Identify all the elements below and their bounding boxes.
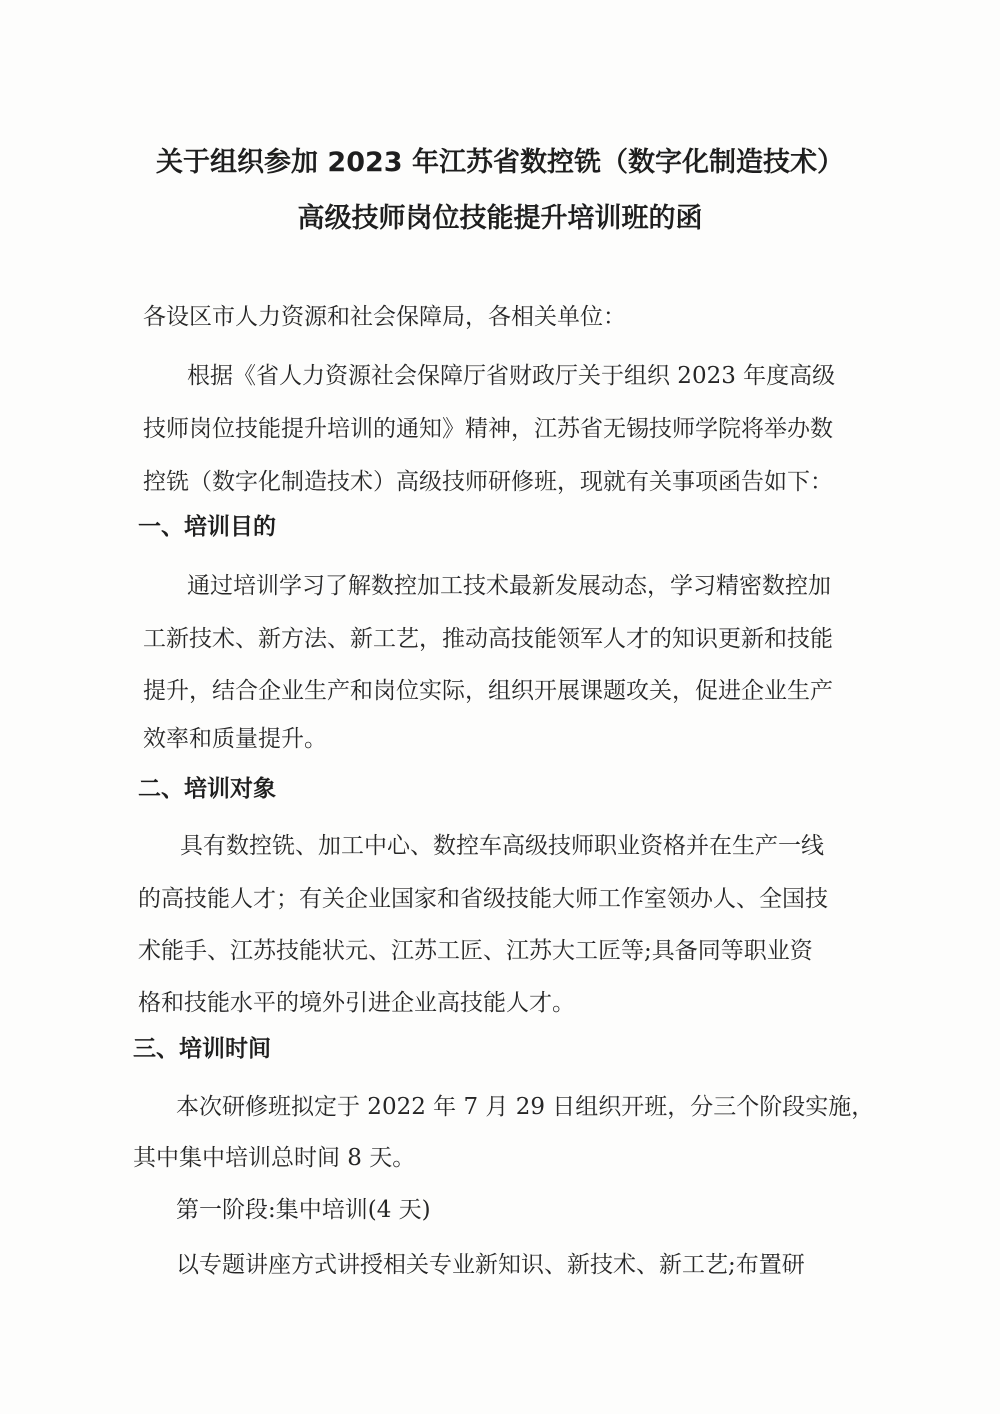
purpose-line-3: 提升，结合企业生产和岗位实际，组织开展课题攻关，促进企业生产 xyxy=(143,678,833,704)
time-line-3: 第一阶段:集中培训(4 天) xyxy=(176,1197,431,1223)
document-title-line-1: 关于组织参加 2023 年江苏省数控铣（数字化制造技术） xyxy=(156,147,844,178)
section-heading-purpose: 一、培训目的 xyxy=(138,514,276,540)
document-title-line-2: 高级技师岗位技能提升培训班的函 xyxy=(297,203,703,234)
purpose-line-4: 效率和质量提升。 xyxy=(143,726,327,752)
time-line-2: 其中集中培训总时间 8 天。 xyxy=(133,1145,416,1171)
intro-line-2: 技师岗位技能提升培训的通知》精神，江苏省无锡技师学院将举办数 xyxy=(143,416,833,442)
section-heading-target: 二、培训对象 xyxy=(138,776,276,802)
target-line-3: 术能手、江苏技能状元、江苏工匠、江苏大工匠等;具备同等职业资 xyxy=(138,938,813,964)
salutation: 各设区市人力资源和社会保障局，各相关单位： xyxy=(143,304,626,330)
target-line-4: 格和技能水平的境外引进企业高技能人才。 xyxy=(138,990,575,1016)
intro-line-3: 控铣（数字化制造技术）高级技师研修班，现就有关事项函告如下： xyxy=(143,469,833,495)
purpose-line-2: 工新技术、新方法、新工艺，推动高技能领军人才的知识更新和技能 xyxy=(143,626,833,652)
section-heading-time: 三、培训时间 xyxy=(133,1036,271,1062)
target-line-2: 的高技能人才；有关企业国家和省级技能大师工作室领办人、全国技 xyxy=(138,886,828,912)
intro-line-1: 根据《省人力资源社会保障厅省财政厅关于组织 2023 年度高级 xyxy=(187,363,836,389)
time-line-4: 以专题讲座方式讲授相关专业新知识、新技术、新工艺;布置研 xyxy=(176,1252,805,1278)
purpose-line-1: 通过培训学习了解数控加工技术最新发展动态，学习精密数控加 xyxy=(187,573,831,599)
target-line-1: 具有数控铣、加工中心、数控车高级技师职业资格并在生产一线 xyxy=(180,833,824,859)
time-line-1: 本次研修班拟定于 2022 年 7 月 29 日组织开班，分三个阶段实施， xyxy=(176,1094,875,1120)
